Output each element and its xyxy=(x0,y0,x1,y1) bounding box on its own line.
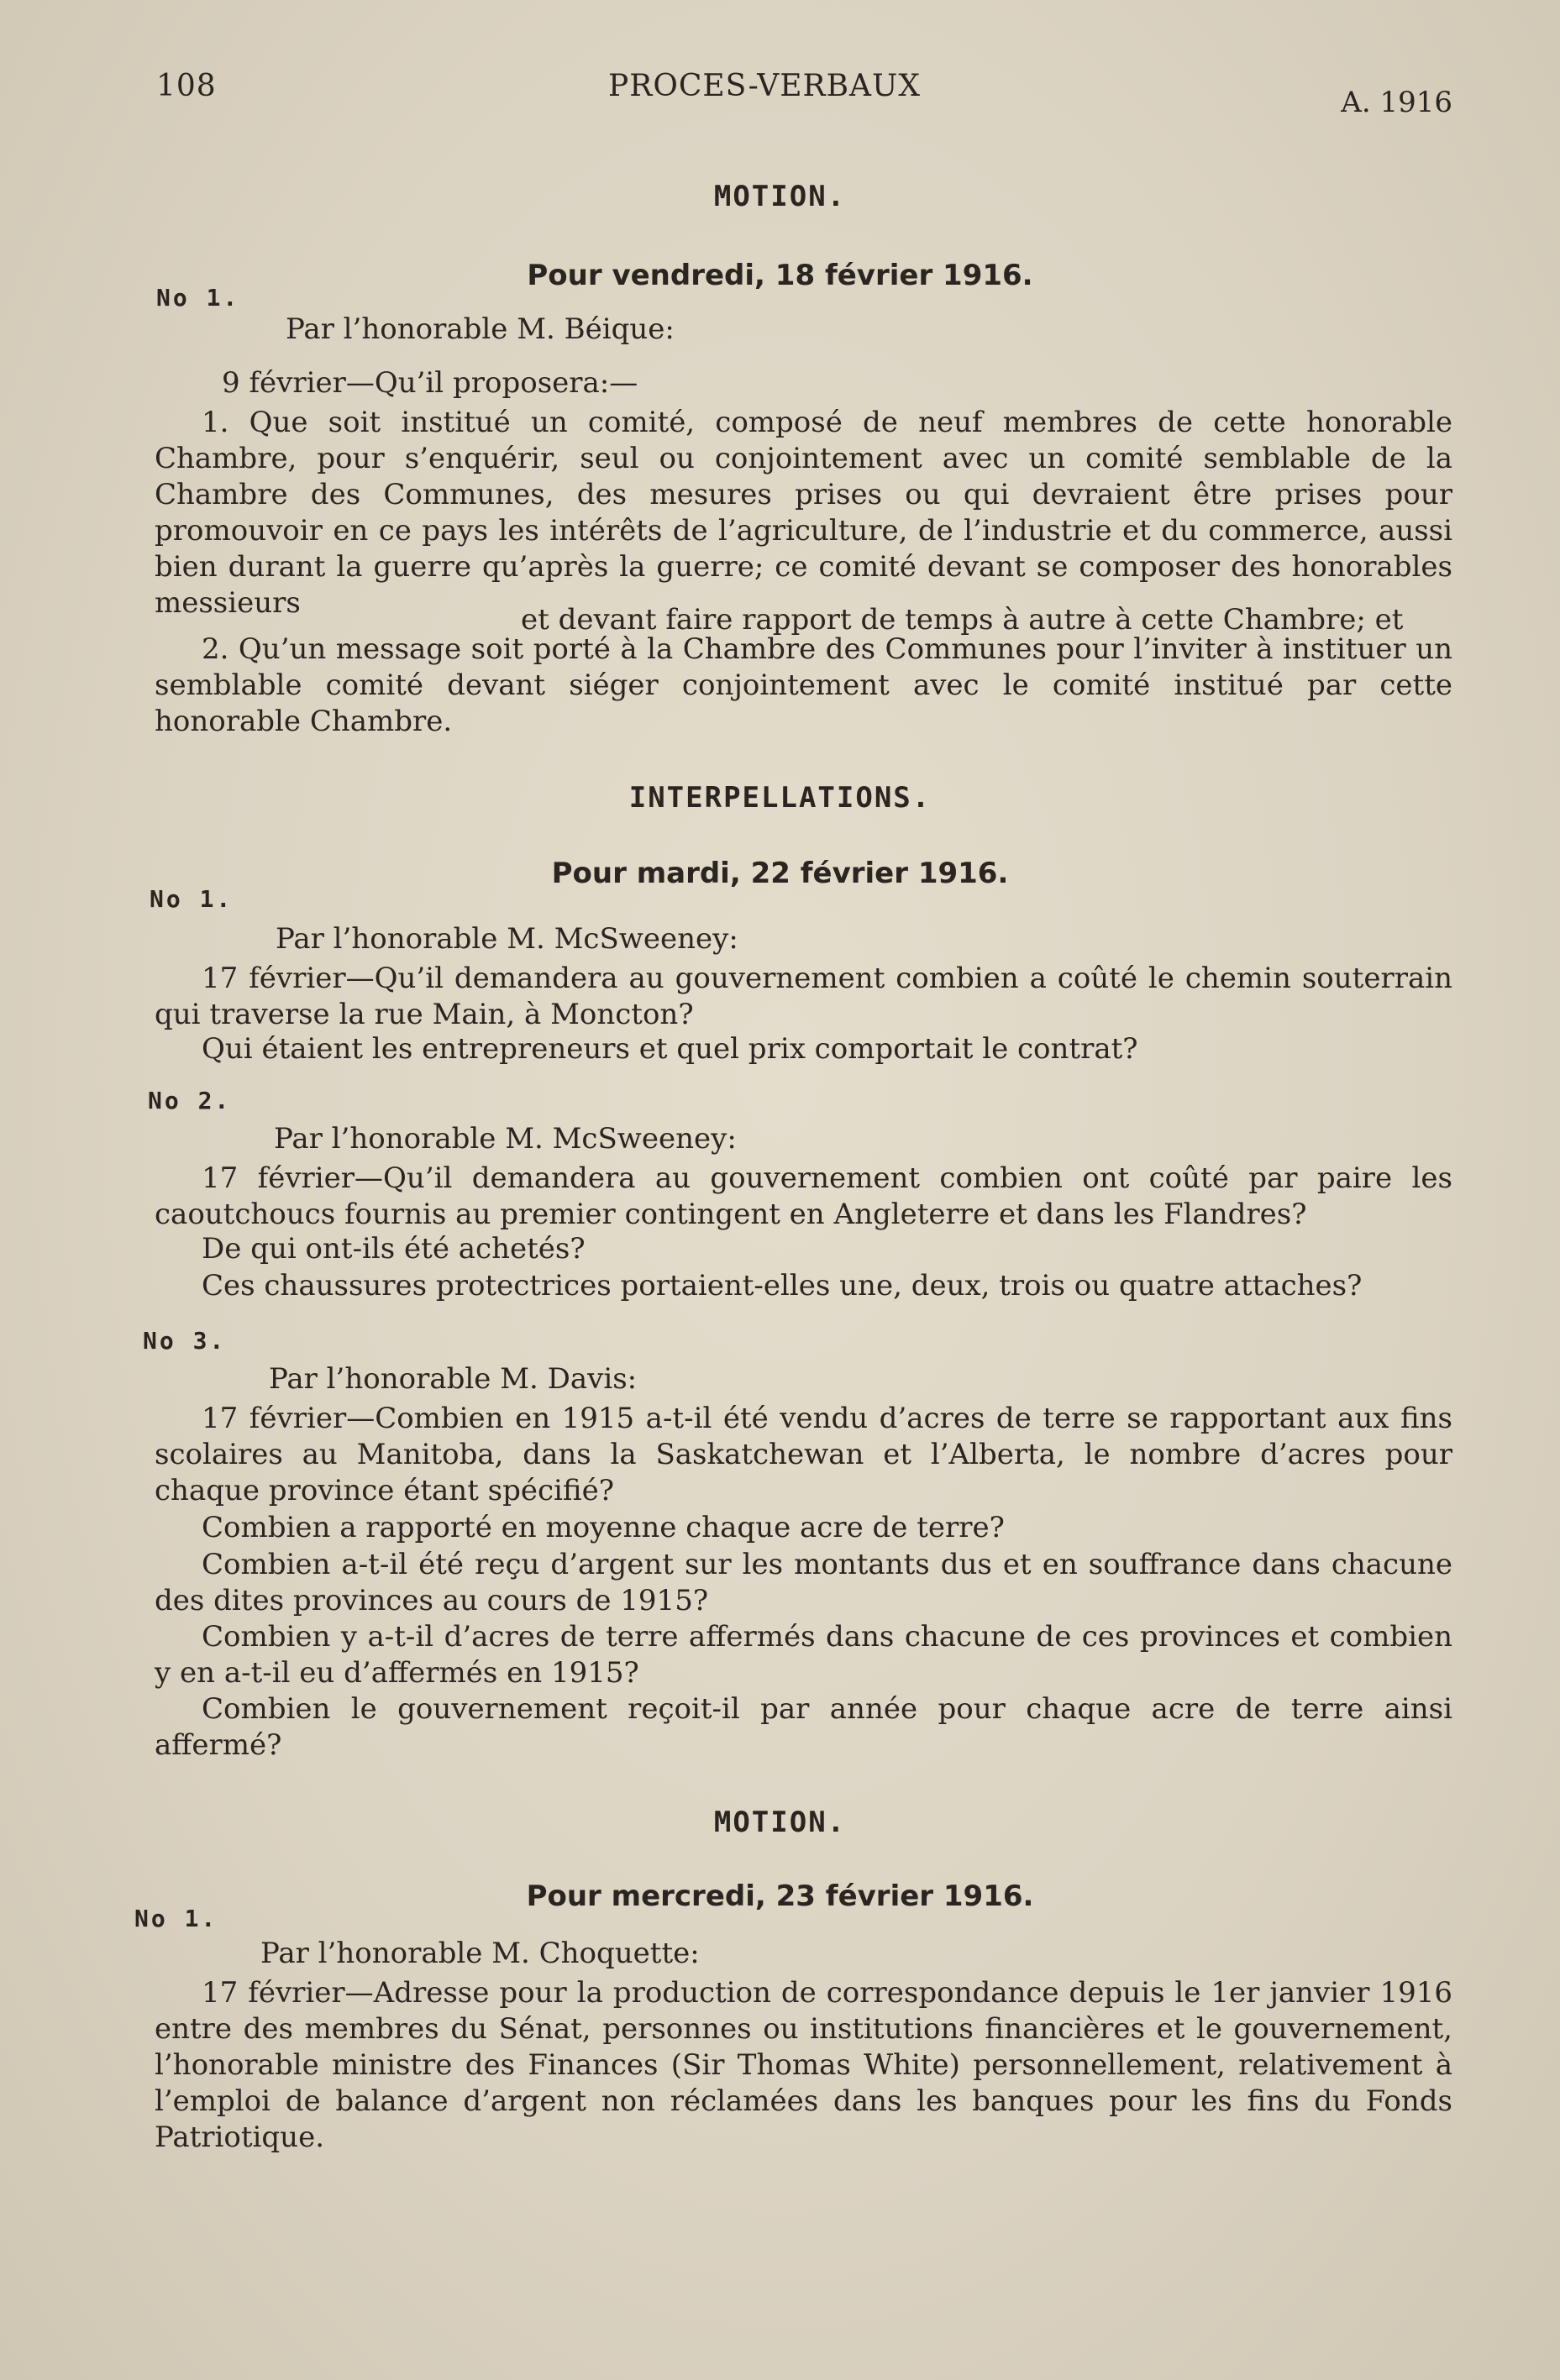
question3-paragraph-1: 17 février—Combien en 1915 a-t-il été vendu d’acres de terre se rapportant aux fins scolaires au Manitoba, dans la Saskatchewan et l’Alberta, le nombre d’acres pour chaque province étant spécifié? xyxy=(155,1402,1452,1507)
question2-author: Par l’honorable M. McSweeney: xyxy=(274,1122,737,1156)
running-title: PROCES-VERBAUX xyxy=(608,69,921,103)
question3-author: Par l’honorable M. Davis: xyxy=(269,1362,638,1396)
question1-author: Par l’honorable M. McSweeney: xyxy=(276,922,738,956)
section3-number: No 1. xyxy=(134,1905,218,1932)
section3-paragraph-1: 17 février—Adresse pour la production de correspondance depuis le 1er janvier 1916 entre des membres du Sénat, personnes ou institutions financières et le gouvernement, l’honorable ministre des Finances (Sir Thomas White) personnellement, relativement à l’emploi de balance d’argent non réclamées dans les banques pour les fins du Fonds Patriotique. xyxy=(155,1976,1452,2154)
question2-paragraph-2: De qui ont-ils été achetés? xyxy=(202,1232,586,1266)
section1-author: Par l’honorable M. Béique: xyxy=(286,312,675,346)
section2-heading: INTERPELLATIONS. xyxy=(628,781,932,815)
section1-paragraph-1: 1. Que soit institué un comité, composé de neuf membres de cette honorable Chambre, pour s’enquérir, seul ou conjointement avec un comité semblable de la Chambre des Communes, des mesures prises ou qui devraient être prises pour promouvoir en ce pays les intérêts de l’agriculture, de l’industrie et du commerce, aussi bien durant la guerre qu’après la guerre; ce comité devant se composer des honorables messieurs xyxy=(155,406,1452,620)
session-year: A. 1916 xyxy=(1341,86,1452,119)
question3-paragraph-3: Combien a-t-il été reçu d’argent sur les montants dus et en souffrance dans chacune des dites provinces au cours de 1915? xyxy=(155,1548,1452,1617)
section3-heading: MOTION. xyxy=(713,1806,847,1839)
question1-paragraph-2: Qui étaient les entrepreneurs et quel prix comportait le contrat? xyxy=(202,1032,1138,1066)
question1-paragraph-1: 17 février—Qu’il demandera au gouvernement combien a coûté le chemin souterrain qui traverse la rue Main, à Moncton? xyxy=(155,962,1452,1031)
question2-paragraph-1: 17 février—Qu’il demandera au gouvernement combien ont coûté par paire les caoutchoucs fournis au premier contingent en Angleterre et dans les Flandres? xyxy=(155,1161,1452,1231)
section3-author: Par l’honorable M. Choquette: xyxy=(260,1937,700,1970)
question1-number: No 1. xyxy=(150,885,234,913)
section1-intro: 9 février—Qu’il proposera:— xyxy=(222,366,638,400)
section3-date: Pour mercredi, 23 février 1916. xyxy=(526,1879,1034,1913)
question3-paragraph-5: Combien le gouvernement reçoit-il par année pour chaque acre de terre ainsi affermé? xyxy=(155,1692,1452,1762)
question3-paragraph-4: Combien y a-t-il d’acres de terre affermés dans chacune de ces provinces et combien y en a-t-il eu d’affermés en 1915? xyxy=(155,1620,1452,1690)
section1-heading: MOTION. xyxy=(713,180,847,213)
section2-date: Pour mardi, 22 février 1916. xyxy=(551,857,1009,890)
question3-number: No 3. xyxy=(143,1327,227,1355)
page-number: 108 xyxy=(156,69,217,103)
section1-paragraph-1-continued: et devant faire rapport de temps à autre à cette Chambre; et xyxy=(521,603,1404,637)
question2-number: No 2. xyxy=(148,1087,232,1114)
section1-number: No 1. xyxy=(156,284,240,312)
question3-paragraph-2: Combien a rapporté en moyenne chaque acre de terre? xyxy=(202,1511,1005,1544)
question2-paragraph-3: Ces chaussures protectrices portaient-elles une, deux, trois ou quatre attaches? xyxy=(202,1269,1363,1303)
section1-date: Pour vendredi, 18 février 1916. xyxy=(527,259,1033,292)
section1-paragraph-2: 2. Qu’un message soit porté à la Chambre des Communes pour l’inviter à instituer un semblable comité devant siéger conjointement avec le comité institué par cette honorable Chambre. xyxy=(155,632,1452,738)
